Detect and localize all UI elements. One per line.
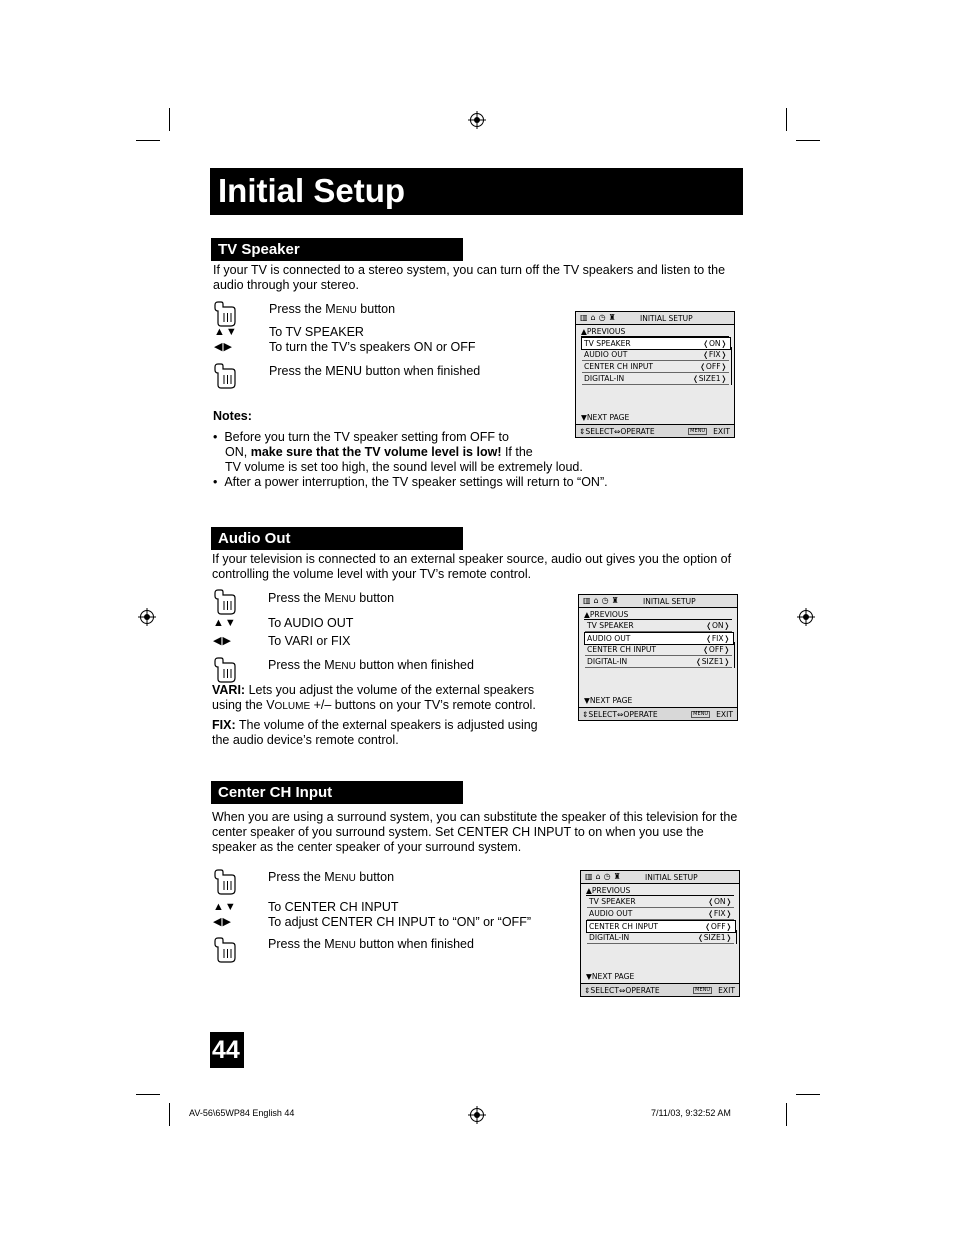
tv-speaker-step-toggle: To turn the TV’s speakers ON or OFF (269, 340, 476, 354)
up-down-arrows-icon: ▲▼ (214, 326, 238, 338)
registration-mark-icon (797, 608, 815, 626)
section-header-center-ch-input (211, 781, 463, 804)
up-down-arrows-icon: ▲▼ (213, 617, 237, 629)
registration-mark-icon (138, 608, 156, 626)
menu-scrollbar (731, 347, 732, 385)
crop-mark (169, 108, 170, 131)
menu-button-icon: MENU (695, 987, 710, 993)
tv-speaker-step-select: To TV SPEAKER (269, 325, 364, 339)
crop-mark (796, 140, 820, 141)
center-ch-step-select: To CENTER CH INPUT (268, 900, 399, 914)
notes-title: Notes: (213, 409, 252, 423)
crop-mark (786, 1103, 787, 1126)
page-number: 44 (212, 1036, 240, 1064)
menu-divider (585, 667, 732, 668)
menu-row: TV SPEAKER ❬ON❭ (587, 621, 730, 630)
page-title: Initial Setup (218, 172, 406, 209)
menu-tab-icons: ▥⌂◷♜ (585, 872, 624, 881)
menu-screen-audio-out (578, 594, 738, 721)
crop-mark (786, 108, 787, 131)
hand-press-icon (212, 869, 238, 895)
page-title-bar (210, 168, 743, 215)
up-down-arrows-icon: ▲▼ (213, 901, 237, 913)
page-number-badge (210, 1032, 244, 1068)
hand-press-icon (212, 589, 238, 615)
menu-previous: ▲PREVIOUS (581, 327, 626, 336)
audio-out-step-toggle: To VARI or FIX (268, 634, 351, 648)
menu-row-selected: TV SPEAKER ❬ON❭ (581, 337, 731, 350)
menu-title: INITIAL SETUP (645, 873, 698, 882)
center-ch-step-toggle: To adjust CENTER CH INPUT to “ON” or “OFF” (268, 915, 531, 929)
section-title: Center CH Input (218, 784, 333, 801)
section-title: TV Speaker (218, 241, 300, 258)
menu-bottom-bar: ⇕SELECT⇔OPERATE MENU EXIT (576, 424, 734, 437)
menu-button-icon: MENU (690, 428, 705, 434)
left-right-arrows-icon: ◀▶ (214, 341, 233, 353)
menu-title: INITIAL SETUP (643, 597, 696, 606)
crop-mark (796, 1094, 820, 1095)
fix-description: FIX: The volume of the external speakers is adjusted using the audio device’s remote control. (212, 718, 538, 747)
menu-row: DIGITAL-IN ❬SIZE1❭ (589, 933, 732, 942)
registration-mark-icon (468, 1106, 486, 1124)
menu-title: INITIAL SETUP (640, 314, 693, 323)
left-right-arrows-icon: ◀▶ (213, 635, 232, 647)
menu-top-bar (579, 595, 737, 608)
menu-row: AUDIO OUT ❬FIX❭ (584, 350, 727, 359)
audio-out-step-finish: Press the MENU button when finished (268, 658, 474, 672)
menu-row: CENTER CH INPUT ❬OFF❭ (584, 362, 727, 371)
menu-top-bar (581, 871, 739, 884)
crop-mark (136, 140, 160, 141)
hand-press-icon (212, 301, 238, 327)
tv-speaker-step-finish: Press the MENU button when finished (269, 364, 481, 378)
menu-next-page: ▼NEXT PAGE (584, 696, 633, 705)
menu-scrollbar (736, 930, 737, 944)
vari-description: VARI: Lets you adjust the volume of the external speakers using the VOLUME +/– buttons on your TV’s remote control. (212, 683, 536, 712)
section-header-audio-out (211, 527, 463, 550)
menu-tab-icons: ▥⌂◷♜ (583, 596, 622, 605)
hand-press-icon (212, 657, 238, 683)
menu-bottom-bar: ⇕SELECT⇔OPERATE MENU EXIT (579, 707, 737, 720)
crop-mark (136, 1094, 160, 1095)
center-ch-step-press-menu: Press the MENU button (268, 870, 395, 884)
menu-bottom-bar: ⇕SELECT⇔OPERATE MENU EXIT (581, 983, 739, 996)
left-right-arrows-icon: ◀▶ (213, 916, 232, 928)
menu-next-page: ▼NEXT PAGE (581, 413, 630, 422)
menu-row: DIGITAL-IN ❬SIZE1❭ (584, 374, 727, 383)
crop-mark (169, 1103, 170, 1126)
hand-press-icon (212, 363, 238, 389)
note-2: • After a power interruption, the TV speaker settings will return to “ON”. (213, 475, 608, 489)
registration-mark-icon (468, 111, 486, 129)
menu-previous: ▲PREVIOUS (586, 886, 631, 895)
footer-file-info: AV-56\65WP84 English 44 (189, 1108, 295, 1118)
menu-button-icon: MENU (693, 711, 708, 717)
menu-screen-center-ch-input (580, 870, 740, 997)
menu-tab-icons: ▥⌂◷♜ (580, 313, 619, 322)
center-ch-step-finish: Press the MENU button when finished (268, 937, 474, 951)
footer-timestamp: 7/11/03, 9:32:52 AM (651, 1108, 731, 1118)
menu-row: TV SPEAKER ❬ON❭ (589, 897, 732, 906)
hand-press-icon (212, 937, 238, 963)
tv-speaker-intro: If your TV is connected to a stereo system, you can turn off the TV speakers and listen to the audio through your stereo. (213, 263, 726, 292)
audio-out-step-select: To AUDIO OUT (268, 616, 354, 630)
section-title: Audio Out (218, 530, 291, 547)
menu-divider (582, 384, 729, 385)
menu-top-bar (576, 312, 734, 325)
center-ch-intro: When you are using a surround system, you can substitute the speaker of this television for the center speaker of you surround system. Set CENTER CH INPUT to on when you use the speaker as the center speaker of your surround system. (212, 810, 738, 854)
menu-previous: ▲PREVIOUS (584, 610, 629, 619)
menu-next-page: ▼NEXT PAGE (586, 972, 635, 981)
menu-divider (587, 943, 734, 944)
audio-out-intro: If your television is connected to an external speaker source, audio out gives you the option of controlling the volume level with your TV’s remote control. (212, 552, 732, 581)
menu-row-selected: AUDIO OUT ❬FIX❭ (584, 632, 734, 645)
note-1: • Before you turn the TV speaker setting from OFF to ON, make sure that the TV volume level is low! If the TV volume is set too high, the sound level will be extremely loud. (213, 430, 583, 474)
menu-row-selected: CENTER CH INPUT ❬OFF❭ (586, 920, 736, 933)
menu-row: DIGITAL-IN ❬SIZE1❭ (587, 657, 730, 666)
menu-row: AUDIO OUT ❬FIX❭ (589, 909, 732, 918)
menu-screen-tv-speaker (575, 311, 735, 438)
section-header-tv-speaker (211, 238, 463, 261)
audio-out-step-press-menu: Press the MENU button (268, 591, 395, 605)
menu-row: CENTER CH INPUT ❬OFF❭ (587, 645, 730, 654)
menu-scrollbar (734, 642, 735, 668)
tv-speaker-step-press-menu: Press the MENU button (269, 302, 396, 316)
